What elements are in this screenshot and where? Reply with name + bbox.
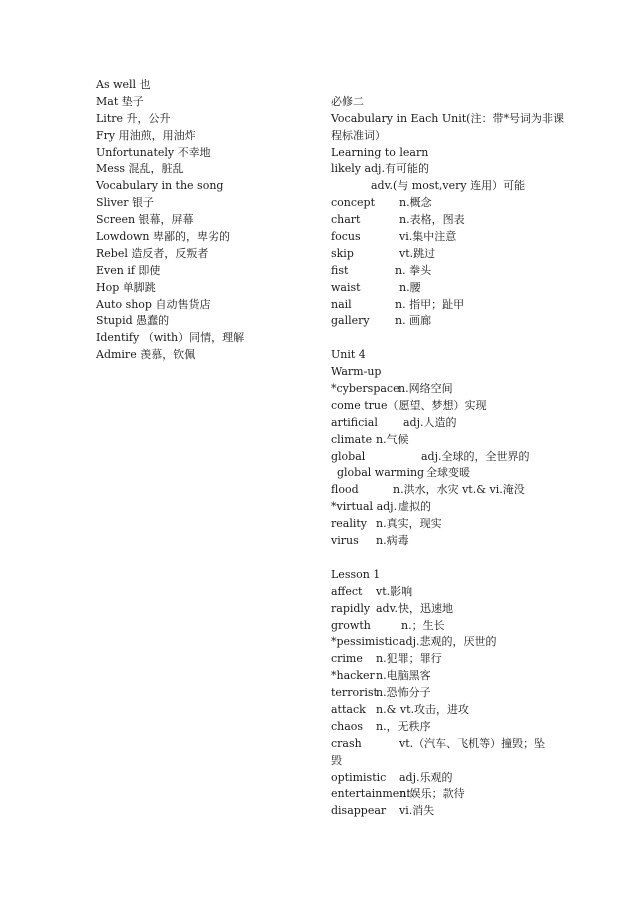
vocab-line: Vocabulary in the song (96, 179, 224, 193)
subheading: Warm-up (331, 365, 382, 379)
vocab-entry (331, 516, 561, 533)
vocab-line: likely adj.有可能的 (331, 162, 429, 176)
vocab-term: artificial (331, 415, 378, 429)
vocab-entry (331, 803, 561, 820)
vocab-entry (331, 195, 561, 212)
vocab-term: climate (331, 432, 373, 446)
vocab-line: Sliver 银子 (96, 196, 155, 210)
vocab-entry (331, 280, 561, 297)
vocab-definition: n.娱乐；款待 (399, 787, 465, 801)
vocab-definition: n.犯罪；罪行 (376, 652, 442, 666)
vocab-definition: n.气候 (376, 432, 409, 446)
vocab-line: As well 也 (96, 78, 151, 91)
vocab-term: chaos (331, 719, 364, 733)
vocab-line: Rebel 造反者，反叛者 (96, 246, 209, 260)
vocab-entry (331, 212, 561, 229)
vocab-definition: adv.快，迅速地 (376, 601, 454, 615)
vocab-entry (331, 398, 561, 415)
vocab-line: Stupid 愚蠢的 (96, 314, 170, 328)
vocab-term: entertainment (331, 787, 411, 801)
vocab-line: Screen 银幕，屏幕 (96, 213, 194, 227)
vocab-definition: n.网络空间 (398, 382, 453, 396)
vocab-term: chart (331, 213, 361, 227)
vocab-term: global (331, 449, 366, 463)
vocab-definition: adj.全球的，全世界的 (421, 449, 530, 463)
vocab-term: *hacker (331, 669, 375, 683)
vocab-term: waist (331, 280, 361, 294)
vocab-line: Fry 用油煎，用油炸 (96, 128, 196, 142)
vocab-definition: n.恐怖分子 (376, 686, 431, 700)
vocab-definition: n.腰 (399, 280, 421, 294)
vocab-term: nail (331, 297, 352, 311)
vocab-term: global warming (337, 466, 425, 480)
vocab-entry (331, 634, 561, 651)
vocab-definition: vt.跳过 (399, 246, 436, 260)
vocab-definition: adj.悲观的，厌世的 (399, 635, 497, 649)
vocab-definition: n.；生长 (401, 618, 445, 632)
vocab-note: 程标准词） (331, 128, 386, 142)
vocab-term: *pessimistic (331, 635, 399, 649)
vocab-entry (331, 482, 561, 499)
vocab-entry (331, 246, 561, 263)
vocab-term: reality (331, 517, 367, 531)
vocab-entry (331, 432, 561, 449)
vocab-entry (331, 685, 561, 702)
vocab-definition: n. 画廊 (395, 314, 432, 328)
vocab-definition: n.概念 (399, 196, 432, 210)
vocab-term: skip (331, 246, 354, 260)
vocab-line: Hop 单脚跳 (96, 280, 156, 294)
unit-heading: Unit 4 (331, 348, 366, 362)
vocab-definition: adj.人造的 (403, 415, 457, 429)
vocab-group (331, 584, 561, 820)
vocab-entry (331, 786, 561, 803)
vocab-entry (331, 702, 561, 719)
vocab-entry (331, 263, 561, 280)
vocab-term: rapidly (331, 601, 371, 615)
vocab-entry (331, 601, 561, 618)
vocab-line: Even if 即使 (96, 263, 161, 277)
vocab-entry (331, 449, 561, 466)
vocab-term: disappear (331, 804, 387, 818)
vocab-term: concept (331, 196, 375, 210)
vocab-line: Lowdown 卑鄙的，卑劣的 (96, 230, 231, 244)
vocab-definition: vt.（汽车、飞机等）撞毁；坠 (399, 736, 546, 750)
vocab-line: Identify （with）同情，理解 (96, 331, 245, 345)
vocab-entry (331, 297, 561, 314)
vocab-entry (331, 668, 561, 685)
vocab-term: fist (331, 263, 349, 277)
vocab-entry (331, 618, 561, 635)
heading-learning: Learning to learn (331, 145, 429, 159)
vocab-definition: n.，无秩序 (376, 719, 431, 733)
vocab-line: Mess 混乱，脏乱 (96, 162, 184, 176)
vocab-entry (331, 584, 561, 601)
vocab-definition: n.真实，现实 (376, 517, 442, 531)
vocab-entry (331, 381, 561, 398)
vocab-definition: adj.乐观的 (399, 770, 453, 784)
vocab-definition: n.洪水，水灾 vt.& vi.淹没 (393, 483, 525, 497)
vocab-entry (331, 753, 561, 770)
vocab-term: 毁 (331, 753, 342, 767)
vocab-entry (331, 465, 561, 482)
vocab-term: optimistic (331, 770, 387, 784)
left-column (96, 77, 316, 364)
vocab-line: Mat 垫子 (96, 94, 144, 108)
vocab-line: Auto shop 自动售货店 (96, 297, 211, 311)
vocab-definition: n.表格，图表 (399, 213, 465, 227)
vocab-line: adv.(与 most,very 连用）可能 (371, 179, 526, 193)
vocab-term: affect (331, 584, 363, 598)
vocab-entry (331, 499, 561, 516)
right-column (331, 77, 564, 820)
vocab-term: virus (331, 534, 359, 548)
vocab-definition: n.电脑黑客 (376, 669, 431, 683)
vocab-definition: n. 拳头 (395, 263, 432, 277)
vocab-definition: vi.消失 (399, 804, 435, 818)
vocab-term: crime (331, 652, 363, 666)
vocab-definition: 全球变暖 (426, 466, 470, 480)
vocab-term: flood (331, 483, 359, 497)
vocab-group (331, 195, 561, 330)
lesson-heading: Lesson 1 (331, 567, 381, 581)
vocab-term: *virtual adj. (331, 500, 398, 514)
vocab-line: Admire 羡慕，钦佩 (96, 348, 196, 362)
vocab-term: gallery (331, 314, 370, 328)
vocab-term: growth (331, 618, 371, 632)
vocab-definition: n.& vt.攻击，进攻 (376, 702, 470, 716)
vocab-note: Vocabulary in Each Unit(注：带*号词为非课 (331, 111, 564, 125)
vocab-entry (331, 415, 561, 432)
vocab-definition: vt.影响 (376, 584, 413, 598)
vocab-entry (331, 719, 561, 736)
vocab-definition: vi.集中注意 (399, 230, 457, 244)
vocab-entry (331, 533, 561, 550)
vocab-term: attack (331, 702, 366, 716)
vocab-line: Unfortunately 不幸地 (96, 145, 211, 159)
vocab-entry (331, 651, 561, 668)
vocab-definition: n. 指甲；趾甲 (395, 297, 465, 311)
vocab-entry (331, 736, 561, 753)
vocab-term: focus (331, 230, 361, 244)
vocab-term: crash (331, 736, 362, 750)
vocab-group (331, 381, 561, 550)
vocab-entry (331, 313, 561, 330)
vocab-term: *cyberspace (331, 382, 400, 396)
vocab-line: Litre 升，公升 (96, 111, 171, 125)
vocab-entry (331, 770, 561, 787)
vocab-entry (331, 229, 561, 246)
vocab-term: come true（愿望、梦想）实现 (331, 398, 487, 412)
vocab-definition: 虚拟的 (398, 500, 431, 514)
section-title: 必修二 (331, 94, 364, 108)
vocab-definition: n.病毒 (376, 534, 409, 548)
vocab-term: terrorist (331, 686, 378, 700)
